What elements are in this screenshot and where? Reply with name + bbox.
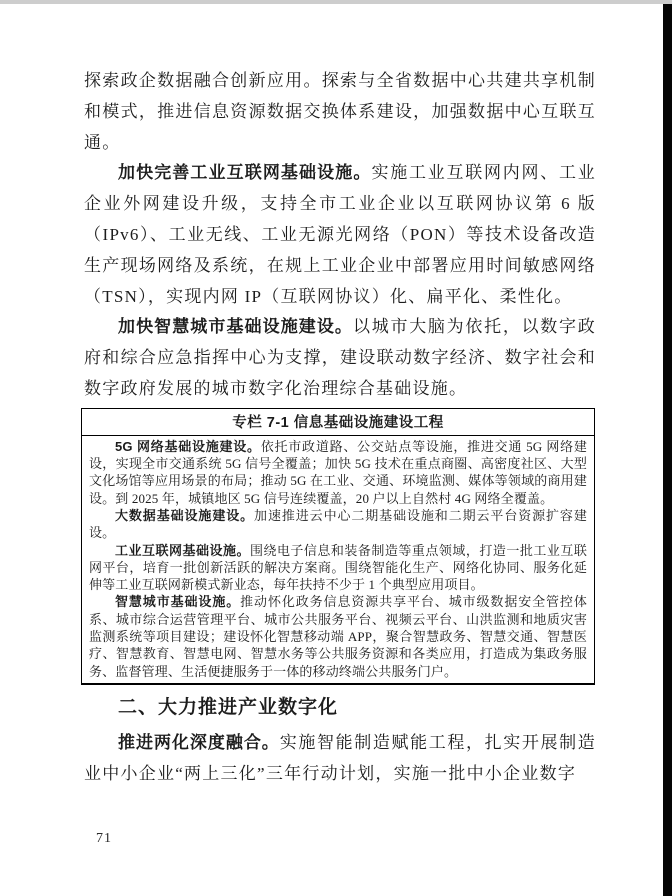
feature-item-lead: 5G 网络基础设施建设。 xyxy=(115,438,261,454)
paragraph xyxy=(84,66,596,158)
feature-column-box xyxy=(81,408,595,685)
section-heading: 二、大力推进产业数字化 xyxy=(118,696,339,718)
paragraph-text: 实施工业互联网内网、工业企业外网建设升级，支持全市工业企业以互联网协议第 6 版（IPv6）、工业无线、工业无源光网络（PON）等技术设备改造生产现场网络及系统，在规上工业企业中部署应用时间敏感网络（TSN），实现内网 IP（互联网协议）化、扁平化、柔性化。 xyxy=(84,163,596,306)
feature-item xyxy=(89,593,587,679)
feature-item xyxy=(89,507,587,542)
paragraph-text: 探索政企数据融合创新应用。探索与全省数据中心共建共享机制和模式，推进信息资源数据交换体系建设，加强数据中心互联互通。 xyxy=(84,71,596,152)
feature-box-body xyxy=(82,436,594,683)
feature-item-text: 依托市政道路、公交站点等设施，推进交通 5G 网络建设，实现全市交通系统 5G 信号全覆盖；加快 5G 技术在重点商圈、高密度社区、大型文化场馆等应用场景的布局；推动 5G 在工业、交通、环境监测、媒体等领域的商用建设。到 2025 年，城镇地区 5G 信号连续覆盖，20 户以上自然村 4G 网络全覆盖。 xyxy=(89,438,587,506)
paragraph-text: 实施智能制造赋能工程，扎实开展制造业中小企业“两上三化”三年行动计划，实施一批中小企业数字 xyxy=(84,732,596,783)
paragraph xyxy=(84,312,596,404)
scan-edge-top xyxy=(0,0,672,4)
paragraph-text: 以城市大脑为依托，以数字政府和综合应急指挥中心为支撑，建设联动数字经济、数字社会和数字政府发展的城市数字化治理综合基础设施。 xyxy=(84,317,596,398)
paragraph-lead: 加快完善工业互联网基础设施。 xyxy=(118,163,372,183)
scan-edge-right xyxy=(663,4,672,896)
feature-item xyxy=(89,438,587,507)
paragraph-lead: 推进两化深度融合。 xyxy=(118,732,280,752)
feature-item-text: 推动怀化政务信息资源共享平台、城市级数据安全管控体系、城市综合运营管理平台、城市公共服务平台、视频云平台、山洪监测和地质灾害监测系统等项目建设；建设怀化智慧移动端 APP，聚合智慧政务、智慧交通、智慧医疗、智慧教育、智慧电网、智慧水务等公共服务资源和各类应用，打造成为集政务服务、监督管理、生活便捷服务于一体的移动终端公共服务门户。 xyxy=(89,594,587,679)
paragraph xyxy=(84,728,596,790)
feature-box-title: 专栏 7-1 信息基础设施建设工程 xyxy=(82,409,594,436)
feature-item-lead: 工业互联网基础设施。 xyxy=(115,542,250,558)
page-number: 71 xyxy=(96,831,112,846)
paragraph-lead: 加快智慧城市基础设施建设。 xyxy=(118,317,354,337)
paragraph xyxy=(84,158,596,312)
feature-item-lead: 智慧城市基础设施。 xyxy=(115,594,241,610)
feature-item-lead: 大数据基础设施建设。 xyxy=(115,507,255,523)
feature-item-text: 加速推进云中心二期基础设施和二期云平台资源扩容建设。 xyxy=(89,507,587,541)
feature-item xyxy=(89,542,587,594)
page-content xyxy=(84,66,596,790)
feature-item-text: 围绕电子信息和装备制造等重点领域，打造一批工业互联网平台，培育一批创新活跃的解决方案商。围绕智能化生产、网络化协同、服务化延伸等工业互联网新模式新业态，每年扶持不少于 1 个典型应用项目。 xyxy=(89,542,587,593)
